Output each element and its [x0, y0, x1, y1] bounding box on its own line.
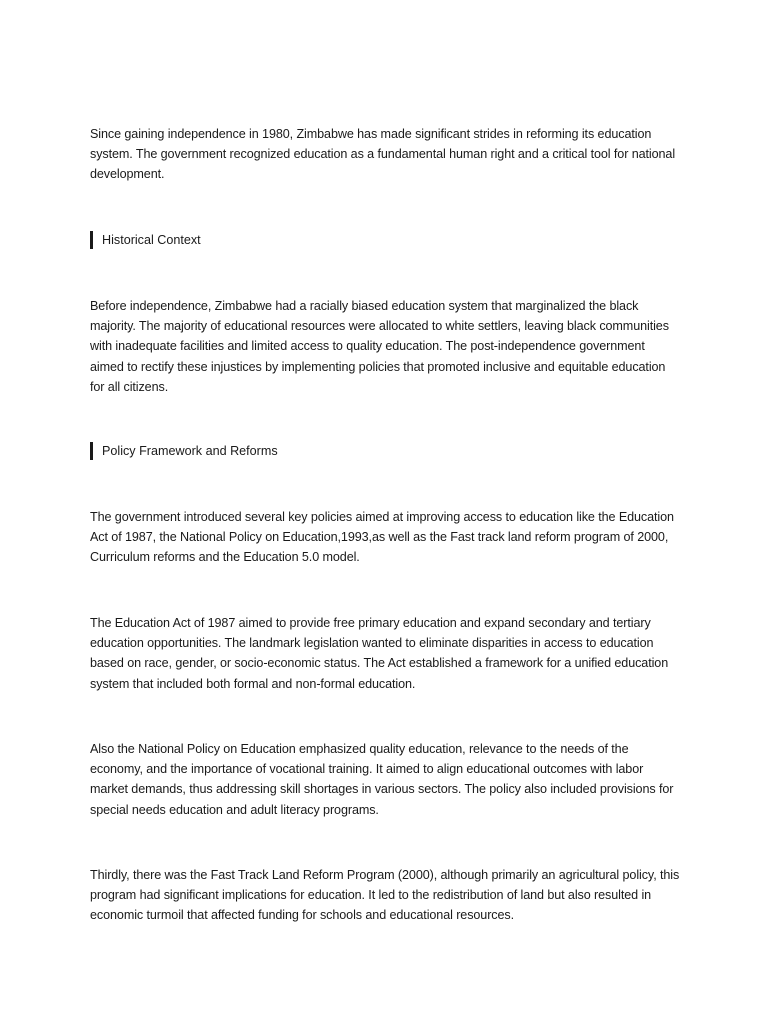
heading-historical-context: Historical Context — [90, 231, 201, 249]
land-reform-paragraph: Thirdly, there was the Fast Track Land Reform Program (2000), although primarily an agricultural policy, this program had significant implications for education. It led to the redistribution of land but also resulted in economic turmoil that affected funding for schools and educational resources. — [90, 868, 680, 923]
heading-policy-framework: Policy Framework and Reforms — [90, 442, 278, 460]
national-policy-paragraph: Also the National Policy on Education emphasized quality education, relevance to the needs of the economy, and the importance of vocational training. It aimed to align educational outcomes with labor market demands, thus addressing skill shortages in various sectors. The policy also included provisions for special needs education and adult literacy programs. — [90, 742, 674, 817]
historical-context-paragraph: Before independence, Zimbabwe had a racially biased education system that marginalized the black majority. The majority of educational resources were allocated to white settlers, leaving black communities with inadequate facilities and limited access to quality education. The post-independence government aimed to rectify these injustices by implementing policies that promoted inclusive and equitable education for all citizens. — [90, 299, 669, 394]
education-act-paragraph: The Education Act of 1987 aimed to provide free primary education and expand secondary and tertiary education opportunities. The landmark legislation wanted to eliminate disparities in access to education based on race, gender, or socio-economic status. The Act established a framework for a unified education system that included both formal and non-formal education. — [90, 616, 669, 691]
policies-overview-paragraph: The government introduced several key policies aimed at improving access to education like the Education Act of 1987, the National Policy on Education,1993,as well as the Fast track land reform program of 2000, Curriculum reforms and the Education 5.0 model. — [90, 510, 674, 565]
intro-paragraph: Since gaining independence in 1980, Zimbabwe has made significant strides in reforming its education system. The government recognized education as a fundamental human right and a critical tool for national development. — [90, 127, 676, 182]
